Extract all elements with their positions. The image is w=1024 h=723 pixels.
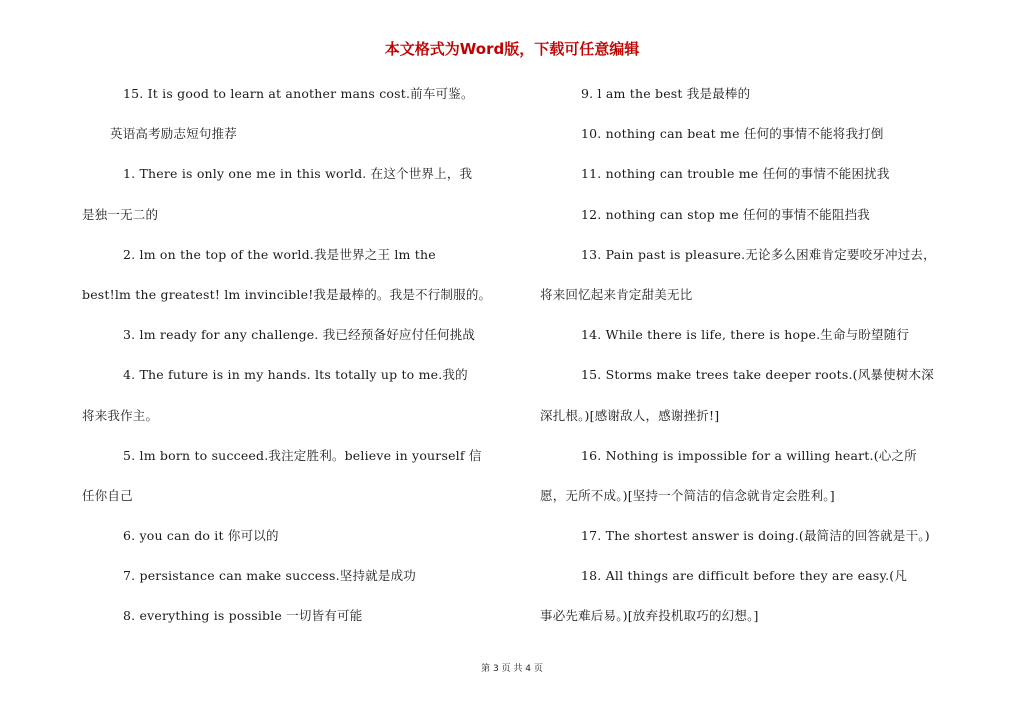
right-column: [540, 84, 970, 647]
text-line: 13. Pain past is pleasure.无论多么困难肯定要咬牙冲过去，: [581, 246, 936, 262]
text-line: 2. lm on the top of the world.我是世界之王 lm the: [123, 246, 436, 262]
text-line: 8. everything is possible 一切皆有可能: [123, 608, 363, 624]
section-heading: 英语高考励志短句推荐: [110, 126, 238, 142]
text-line: 10. nothing can beat me 任何的事情不能将我打倒: [581, 126, 884, 142]
text-line: 是独一无二的: [82, 206, 159, 222]
text-line: 11. nothing can trouble me 任何的事情不能困扰我: [581, 166, 890, 182]
text-line: 5. lm born to succeed.我注定胜利。believe in yourself 信: [123, 447, 482, 463]
text-line: 4. The future is in my hands. lts totally up to me.我的: [123, 367, 468, 383]
text-line: best!lm the greatest! lm invincible!我是最棒的。我是不行制服的。: [82, 286, 492, 302]
text-line: 15. Storms make trees take deeper roots.(风暴使树木深: [581, 367, 934, 383]
text-line: 3. lm ready for any challenge. 我已经预备好应付任何挑战: [123, 327, 476, 343]
text-line: 将来回忆起来肯定甜美无比: [540, 286, 693, 302]
text-line: 14. While there is life, there is hope.生命与盼望随行: [581, 327, 910, 343]
text-line: 事必先难后易。)[放弃投机取巧的幻想。]: [540, 608, 759, 624]
text-line: 7. persistance can make success.坚持就是成功: [123, 568, 416, 584]
left-column: [82, 84, 514, 647]
watermark-banner: 本文格式为Word版，下载可任意编辑: [384, 40, 640, 58]
text-line: 1. There is only one me in this world. 在这个世界上，我: [123, 166, 473, 182]
text-line: 9. l am the best 我是最棒的: [581, 86, 751, 101]
text-line: 愿，无所不成。)[坚持一个简洁的信念就肯定会胜利。]: [540, 487, 835, 503]
text-line: 深扎根。)[感谢敌人，感谢挫折!]: [540, 407, 720, 423]
text-line: 17. The shortest answer is doing.(最简洁的回答就是干。): [581, 528, 930, 544]
text-line: 16. Nothing is impossible for a willing heart.(心之所: [581, 447, 917, 463]
text-line: 将来我作主。: [82, 407, 159, 423]
text-line: 18. All things are difficult before they are easy.(凡: [581, 568, 908, 584]
page-footer: 第 3 页 共 4 页: [481, 664, 543, 674]
text-line: 6. you can do it 你可以的: [123, 528, 279, 544]
text-line: 15. It is good to learn at another mans cost.前车可鉴。: [123, 86, 474, 101]
text-line: 任你自己: [82, 487, 133, 503]
text-line: 12. nothing can stop me 任何的事情不能阻挡我: [581, 206, 870, 222]
